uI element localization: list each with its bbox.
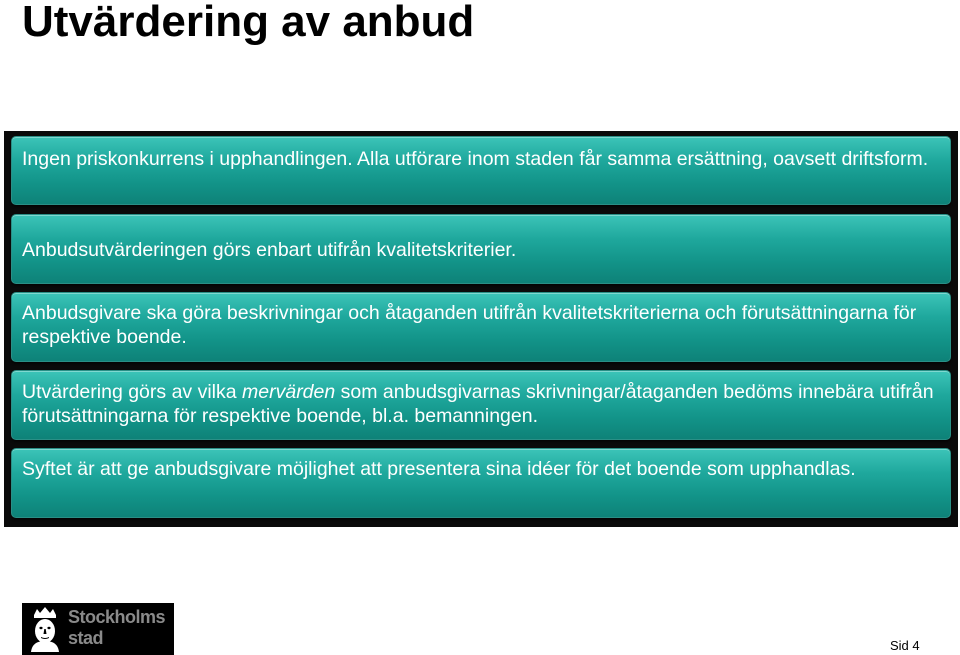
bullet-box-2	[11, 214, 951, 284]
bullet-text-4-start: Utvärdering görs av vilka	[22, 381, 243, 403]
slide-title: Utvärdering av anbud	[22, 0, 475, 46]
bullet-text-1: Ingen priskonkurrens i upphandlingen. Alla utförare inom staden får samma ersättning, oavsett driftsform.	[22, 148, 929, 170]
page-number: Sid 4	[890, 638, 920, 653]
logo-wordmark	[68, 607, 165, 649]
bullet-text-3: Anbudsgivare ska göra beskrivningar och åtaganden utifrån kvalitetskriterierna och förutsättningarna för respektive boende.	[22, 302, 917, 348]
bullet-text-4-emphasis: mervärden	[242, 381, 336, 403]
logo-line-1: Stockholms	[68, 607, 166, 627]
bullet-text-5: Syftet är att ge anbudsgivare möjlighet att presentera sina idéer för det boende som upphandlas.	[22, 458, 856, 480]
bullet-box-1	[11, 136, 951, 205]
bullet-text-4	[22, 380, 950, 428]
bullet-text-4-end: som anbudsgivarnas skrivningar/åtaganden bedöms innebära utifrån förutsättningarna för respektive boende, bl.a. bemanningen.	[22, 381, 934, 427]
bullet-box-5	[11, 448, 951, 518]
stockholms-stad-logo	[22, 603, 174, 655]
stockholm-crest-icon	[26, 606, 64, 652]
bullet-box-4	[11, 370, 951, 440]
logo-line-2: stad	[68, 628, 104, 648]
bullet-box-3	[11, 292, 951, 362]
bullet-text-2: Anbudsutvärderingen görs enbart utifrån kvalitetskriterier.	[22, 239, 517, 261]
